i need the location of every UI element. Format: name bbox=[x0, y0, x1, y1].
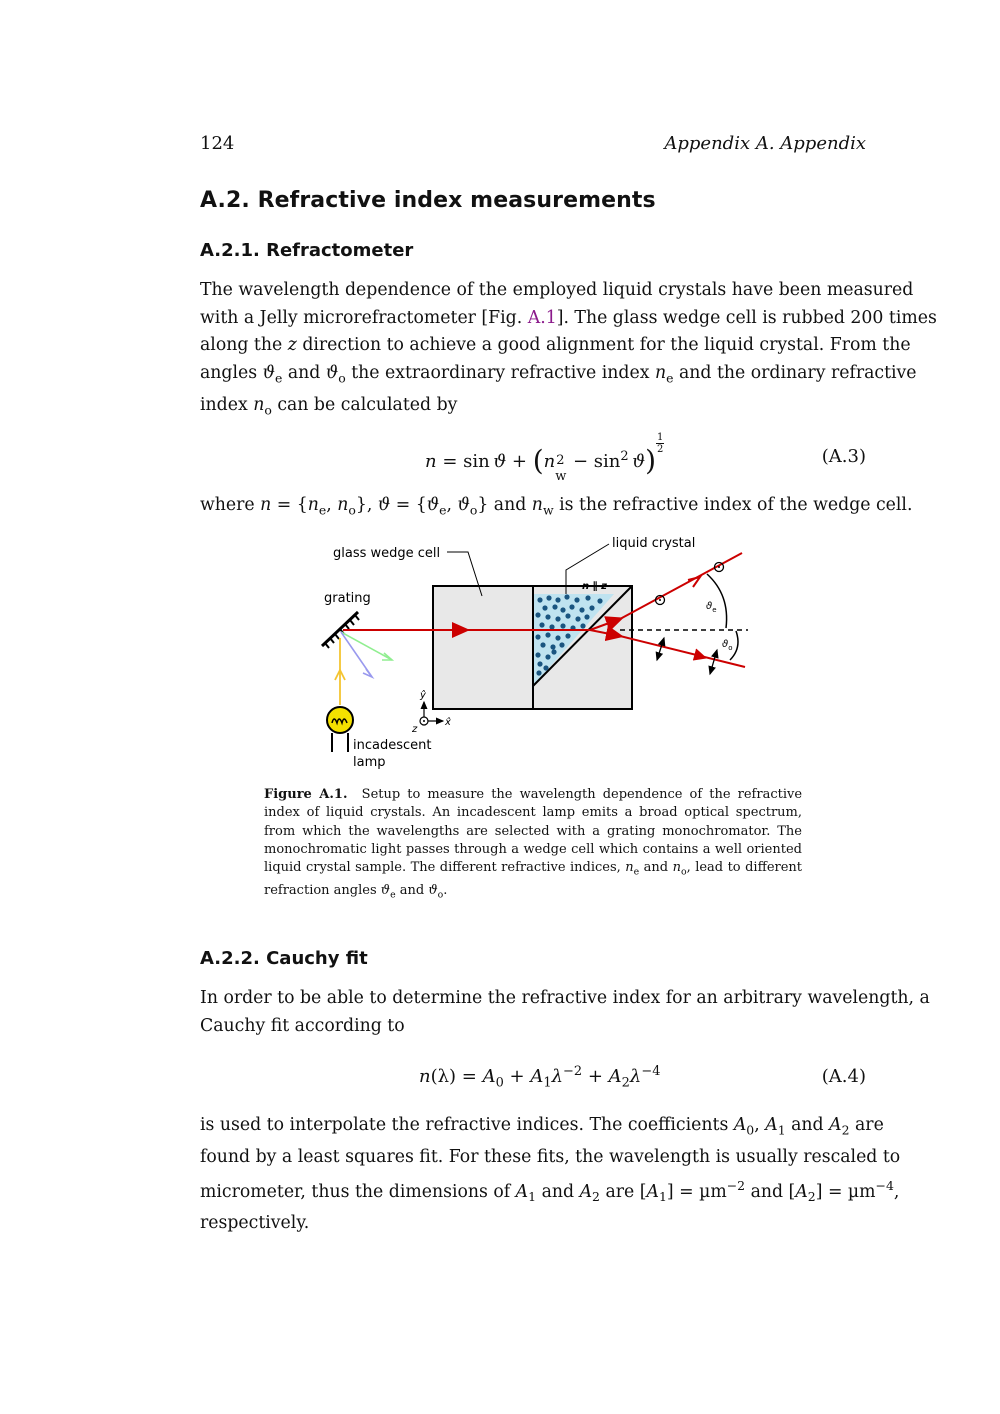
label-glass-wedge-cell: glass wedge cell bbox=[333, 546, 441, 561]
label-x-axis: x̂ bbox=[445, 717, 451, 728]
text-line: micrometer, thus the dimensions of $A_1$ and $A_2$ are $[A_1] = \mu m^{-2}$ and $[A_2] = \mu m^{-4}$, bbox=[200, 1177, 900, 1204]
text-line: along the z direction to achieve a good alignment for the liquid crystal. From the bbox=[200, 335, 911, 356]
text-line: with a Jelly microrefractometer [Fig. A.1]. The glass wedge cell is rubbed 200 times bbox=[200, 307, 937, 328]
text-line: angles $ϑ_e$ and $ϑ_o$ the extraordinary refractive index $n_e$ and the ordinary refractive bbox=[200, 362, 917, 386]
paragraph-cauchy-details bbox=[200, 1112, 901, 1238]
polarization-in-plane-1 bbox=[657, 638, 664, 660]
figure-reference-link[interactable]: A.1 bbox=[527, 307, 557, 328]
text-line: respectively. bbox=[200, 1213, 310, 1234]
caption-line: from which the wavelengths are selected with a grating monochromator. The bbox=[264, 823, 802, 839]
label-z-axis: z bbox=[412, 724, 418, 735]
where-line bbox=[200, 492, 913, 524]
caption-label: Figure A.1. bbox=[264, 787, 348, 802]
equation-a3: n = sin ϑ + (n 2 w − $\sin^2 ϑ$) $\frac{1}{2}$ bbox=[425, 432, 664, 484]
text-line: found by a least squares fit. For these fits, the wavelength is usually rescaled to bbox=[200, 1146, 901, 1167]
label-theta-o: $ϑ_o$ bbox=[722, 639, 733, 652]
page-number: 124 bbox=[200, 133, 235, 154]
subsection-title-refractometer: A.2.1. Refractometer bbox=[200, 240, 414, 261]
caption-line: index of liquid crystals. An incadescent lamp emits a broad optical spectrum, bbox=[264, 805, 802, 821]
equation-number-a3: (A.3) bbox=[821, 446, 866, 467]
label-lamp-line1: incadescent bbox=[353, 738, 432, 753]
refractometer-figure bbox=[300, 530, 770, 775]
caption-line: Figure A.1. Setup to measure the wavelength dependence of the refractive bbox=[264, 787, 803, 802]
label-n-parallel-z: n ∥ z bbox=[582, 581, 607, 592]
label-grating: grating bbox=[324, 591, 371, 606]
green-beam bbox=[341, 632, 392, 660]
paragraph-refractometer bbox=[200, 277, 937, 424]
caption-line: monochromatic light passes through a wedge cell which contains a well oriented bbox=[264, 841, 802, 857]
text-line: The wavelength dependence of the employed liquid crystals have been measured bbox=[200, 280, 914, 300]
figure-caption bbox=[264, 786, 802, 904]
caption-line: liquid crystal sample. The different refractive indices, $n_e$ and $n_o$, lead to different bbox=[264, 860, 803, 878]
label-lamp-line2: lamp bbox=[353, 755, 386, 770]
equation-a4: $n(\lambda) = A_0 + A_1\lambda^{-2} + A_2\lambda^{-4}$ bbox=[419, 1064, 661, 1091]
text-line: Cauchy fit according to bbox=[200, 1015, 405, 1036]
red-beam-exit-e bbox=[620, 553, 742, 619]
running-title: Appendix A. Appendix bbox=[664, 133, 866, 154]
text-line: is used to interpolate the refractive indices. The coefficients $A_0$, $A_1$ and $A_2$ are bbox=[200, 1115, 884, 1138]
glass-cell-left bbox=[433, 586, 533, 709]
text-line: In order to be able to determine the refractive index for an arbitrary wavelength, a bbox=[200, 988, 930, 1008]
subsection-title-cauchy-fit: A.2.2. Cauchy fit bbox=[200, 948, 368, 969]
text-line: where $n = \{n_e$, $n_o$}, $ϑ = \{ϑ_e$, $ϑ_o$} and $n_w$ is the refractive index of the wedge cell. bbox=[200, 495, 913, 518]
polarization-in-plane-2 bbox=[710, 650, 717, 674]
label-y-axis: ŷ bbox=[420, 690, 426, 701]
text-line: index $n_o$ can be calculated by bbox=[200, 394, 458, 418]
label-theta-e: $ϑ_e$ bbox=[706, 601, 717, 614]
equation-number-a4: (A.4) bbox=[821, 1066, 866, 1087]
paragraph-cauchy-intro bbox=[200, 985, 930, 1040]
caption-line: refraction angles $ϑ_e$ and $ϑ_o$. bbox=[264, 882, 448, 901]
label-liquid-crystal: liquid crystal bbox=[612, 536, 696, 551]
section-title: A.2. Refractive index measurements bbox=[200, 188, 656, 213]
